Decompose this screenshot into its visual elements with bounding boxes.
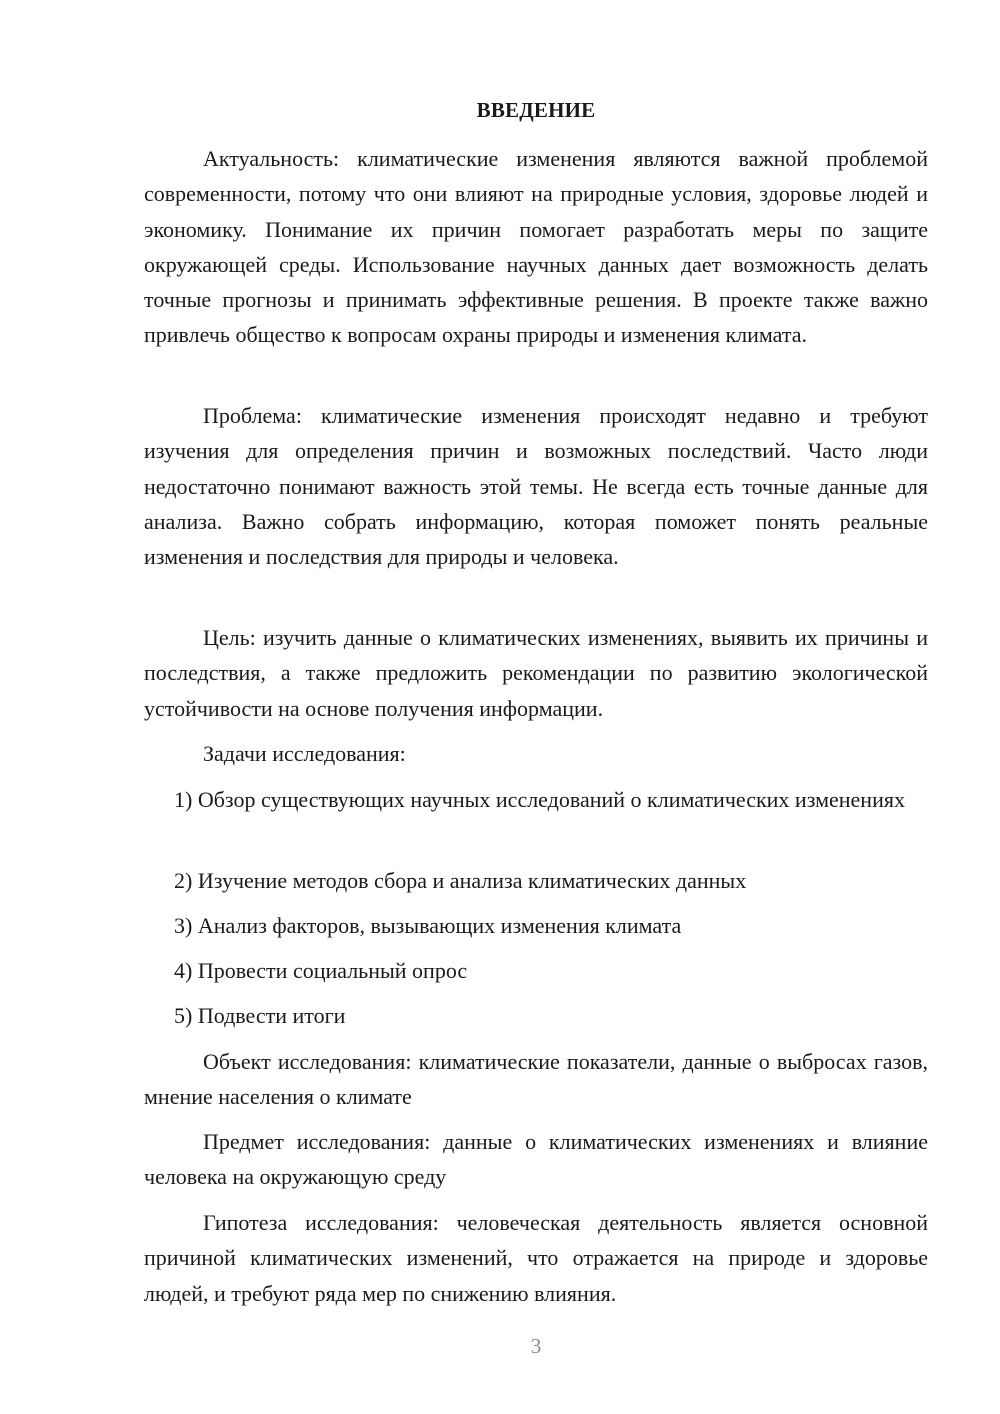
task-item-1: 1) Обзор существующих научных исследований о климатических изменениях xyxy=(174,787,905,812)
paragraph-subject: Предмет исследования: данные о климатических изменениях и влияние человека на окружающую среду xyxy=(144,1129,928,1190)
paragraph-object: Объект исследования: климатические показатели, данные о выбросах газов, мнение населения о климате xyxy=(144,1049,928,1110)
tasks-heading: Задачи исследования: xyxy=(203,741,406,766)
paragraph-problem: Проблема: климатические изменения происходят недавно и требуют изучения для определения причин и возможных последствий. Часто люди недостаточно понимают важность этой темы. Не всегда есть точные данные для анализа. Важно собрать информацию, которая поможет понять реальные изменения и последствия для природы и человека. xyxy=(144,403,928,570)
task-item-4: 4) Провести социальный опрос xyxy=(174,958,468,983)
page-title: ВВЕДЕНИЕ xyxy=(476,98,596,122)
task-item-5: 5) Подвести итоги xyxy=(174,1003,346,1028)
paragraph-goal: Цель: изучить данные о климатических изменениях, выявить их причины и последствия, а также предложить рекомендации по развитию экологической устойчивости на основе получения информации. xyxy=(144,625,928,721)
page-number: 3 xyxy=(530,1334,542,1358)
task-item-3: 3) Анализ факторов, вызывающих изменения климата xyxy=(174,913,682,938)
paragraph-relevance: Актуальность: климатические изменения являются важной проблемой современности, потому что они влияют на природные условия, здоровье людей и экономику. Понимание их причин помогает разработать меры по защите окружающей среды. Использование научных данных дает возможность делать точные прогнозы и принимать эффективные решения. В проекте также важно привлечь общество к вопросам охраны природы и изменения климата. xyxy=(144,146,928,348)
paragraph-hypothesis: Гипотеза исследования: человеческая деятельность является основной причиной климатических изменений, что отражается на природе и здоровье людей, и требуют ряда мер по снижению влияния. xyxy=(144,1210,928,1306)
task-item-2: 2) Изучение методов сбора и анализа климатических данных xyxy=(174,868,747,893)
